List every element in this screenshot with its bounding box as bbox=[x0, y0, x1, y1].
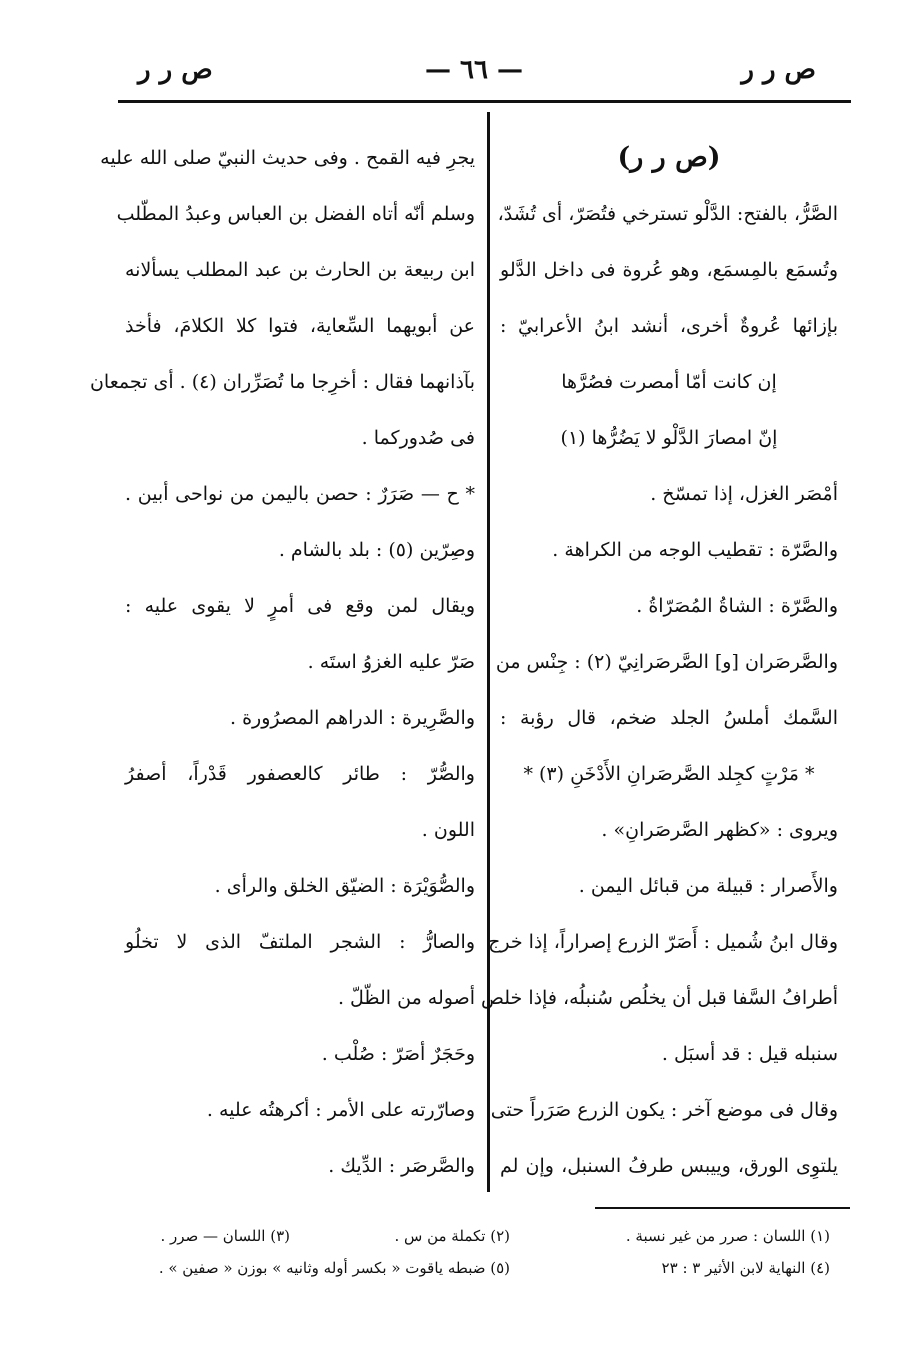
text-line: سنبله قيل : قد أسبَل . bbox=[661, 1043, 838, 1065]
text-line: أصوله من الظّلّ . bbox=[337, 987, 475, 1009]
text-line: وحَجَرٌ أصَرّ : صُلْب . bbox=[321, 1043, 475, 1065]
text-line: وصارّرته على الأمر : أكرهتُه عليه . bbox=[206, 1099, 475, 1121]
verse-line: إن كانت أمّا أمصرت فصُرَّها bbox=[561, 371, 777, 393]
text-line: اللون . bbox=[421, 819, 475, 841]
text-line: والصَّرصَر : الدِّيك . bbox=[328, 1155, 475, 1177]
text-line: والصَّرّة : تقطيب الوجه من الكراهة . bbox=[552, 539, 838, 561]
text-line: والصَّرصَران [و] الصَّرصَرانِيّ (٢) : جِنْس من bbox=[495, 651, 838, 673]
text-line: والصارُّ : الشجر الملتفّ الذى لا تخلُو bbox=[125, 931, 475, 953]
entry-heading: (ص ر ر) bbox=[617, 142, 721, 173]
text-line: وصِرّين (٥) : بلد بالشام . bbox=[278, 539, 475, 561]
footnote-4: (٤) النهاية لابن الأثير ٣ : ٢٣ bbox=[661, 1259, 830, 1277]
text-line: والصُّوَيْرَة : الضيّق الخلق والرأى . bbox=[214, 875, 475, 897]
column-divider bbox=[487, 112, 490, 1192]
text-line: أمْصَر الغزل، إذا تمسّخ . bbox=[650, 483, 838, 505]
footnote-rule bbox=[595, 1207, 850, 1209]
text-line: والصُّرّ : طائر كالعصفور قَدْراً، أصفرُ bbox=[125, 763, 475, 785]
text-line: والصَّرِيرة : الدراهم المصرُورة . bbox=[229, 707, 475, 729]
text-line: صَرّ عليه الغزوُ استَه . bbox=[307, 651, 475, 673]
text-line: بإزائها عُروةٌ أخرى، أنشد ابنُ الأعرابيّ : bbox=[500, 315, 838, 337]
verse-line: * مَرْتٍ كجِلد الصَّرصَرانِ الأَدْخَنِ (٣) * bbox=[523, 763, 815, 785]
running-head-left: ص ر ر bbox=[138, 55, 213, 85]
text-line: يجرِ فيه القمح . وفى حديث النبيّ صلى الله عليه bbox=[100, 147, 475, 169]
text-line: ويروى : «كظهر الصَّرصَرانِ» . bbox=[601, 819, 838, 841]
text-line: عن أبويهما السِّعاية، فتوا كلا الكلامَ، فأخذ bbox=[125, 315, 475, 337]
text-line: وسلم أنّه أتاه الفضل بن العباس وعبدُ المطّلب bbox=[116, 203, 475, 225]
left-column bbox=[89, 130, 475, 1194]
text-line: وقال ابنُ شُميل : أَصَرّ الزرع إصراراً، إذا خرج bbox=[488, 931, 838, 953]
footnote-1: (١) اللسان : صرر من غير نسبة . bbox=[625, 1227, 830, 1245]
verse-line: إنّ امصارَ الدَّلْو لا يَضُرُّها (١) bbox=[560, 427, 778, 449]
text-line: * ح — صَرَرٌ : حصن باليمن من نواحى أبين . bbox=[125, 483, 475, 505]
running-head-right: ص ر ر bbox=[741, 55, 816, 85]
text-line: ويقال لمن وقع فى أمرٍ لا يقوى عليه : bbox=[125, 595, 475, 617]
text-line: والأَصرار : قبيلة من قبائل اليمن . bbox=[578, 875, 838, 897]
text-line: السَّمك أملسُ الجلد ضخم، قال رؤبة : bbox=[500, 707, 838, 729]
page-header bbox=[118, 55, 830, 99]
text-line: الصَّرُّ، بالفتح: الدَّلْو تسترخي فتُصَرّ، أى تُشَدّ، bbox=[497, 203, 838, 225]
text-line: بآذانهما فقال : أخرِجا ما تُصَرِّران (٤) . أى تجمعان bbox=[89, 371, 475, 393]
text-line: والصَّرّة : الشاةُ المُصَرّاةُ . bbox=[636, 595, 838, 617]
text-line: وتُسمَع بالمِسمَع، وهو عُروة فى داخل الدَّلو bbox=[500, 259, 838, 281]
footnote-3: (٣) اللسان — صرر . bbox=[160, 1227, 290, 1245]
footnote-5: (٥) ضبطه ياقوت « بكسر أوله وثانيه » بوزن « صفين » . bbox=[158, 1259, 510, 1277]
footnotes bbox=[130, 1220, 830, 1284]
text-line: أطرافُ السَّفا قبل أن يخلُص سُنبلُه، فإذا خلص bbox=[480, 987, 838, 1009]
header-rule bbox=[118, 100, 851, 103]
text-line: يلتوِى الورق، وييبس طرفُ السنبل، وإن لم bbox=[500, 1155, 838, 1177]
right-column bbox=[480, 130, 838, 1194]
footnote-row bbox=[130, 1220, 830, 1252]
text-line: ابن ربيعة بن الحارث بن عبد المطلب يسألانه bbox=[125, 259, 475, 281]
text-line: وقال فى موضع آخر : يكون الزرع صَرَراً حتى bbox=[490, 1099, 838, 1121]
page-number: — ٦٦ — bbox=[424, 55, 524, 85]
footnote-row bbox=[130, 1252, 830, 1284]
footnote-2: (٢) تكملة من س . bbox=[394, 1227, 510, 1245]
text-line: فى صُدوركما . bbox=[361, 427, 475, 449]
